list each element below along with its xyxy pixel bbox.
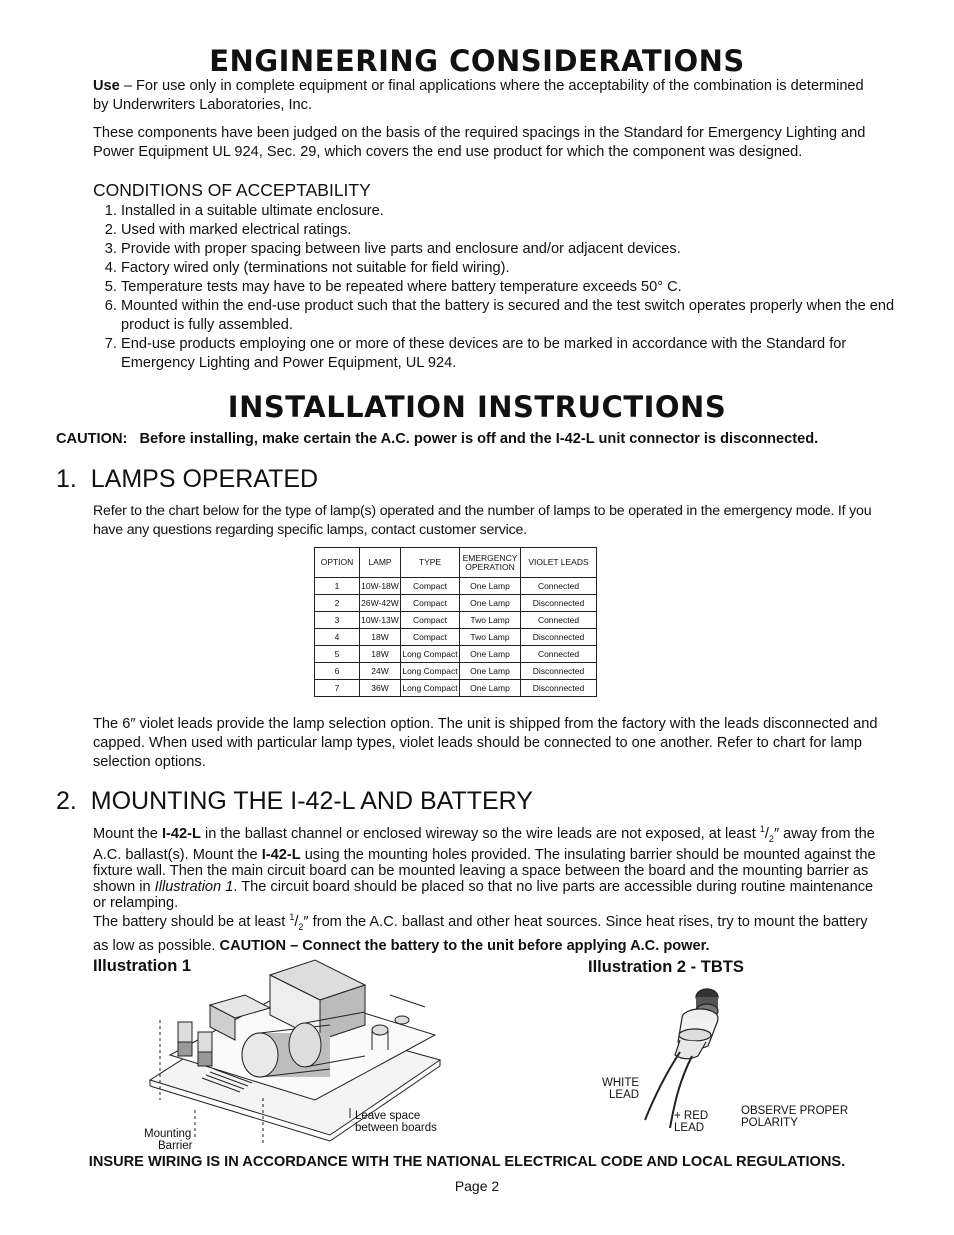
col-option-header: OPTION [315, 548, 360, 578]
caption-line: Leave space [355, 1110, 421, 1122]
cell: Two Lamp [460, 612, 521, 629]
caption-line: Barrier [158, 1140, 193, 1152]
cell: 6 [315, 663, 360, 680]
col-type-header: TYPE [401, 548, 460, 578]
violet-leads-paragraph: The 6″ violet leads provide the lamp selection option. The unit is shipped from the factory with the leads disconnected and capped. When used with particular lamp types, violet leads should be connected to one another. Refer to chart for lamp selection options. [93, 716, 878, 770]
caption-line: Mounting [144, 1128, 192, 1140]
table-row [315, 680, 597, 697]
text-run: from the A.C. ballast and other heat sources. Since heat rises, try to mount the battery as low as possible. [93, 913, 868, 954]
col-emergency-header: EMERGENCY OPERATION [460, 548, 521, 578]
use-label: Use [93, 78, 120, 94]
polarity-caption [741, 1105, 848, 1129]
cell: 1 [315, 578, 360, 595]
lamps-intro: Refer to the chart below for the type of lamp(s) operated and the number of lamps to be operated in the emergency mode. If you have any questions regarding specific lamps, contact customer service. [93, 503, 872, 538]
cell: 10W-13W [360, 612, 401, 629]
cell: One Lamp [460, 646, 521, 663]
cell: 3 [315, 612, 360, 629]
caption-line: POLARITY [741, 1117, 798, 1129]
fraction-denominator: 2 [298, 921, 304, 932]
cell: One Lamp [460, 663, 521, 680]
cell: 26W-42W [360, 595, 401, 612]
cell: 18W [360, 629, 401, 646]
fraction-numerator: 1 [759, 824, 765, 834]
text-run: Mount the [93, 825, 162, 842]
cell: Disconnected [521, 663, 597, 680]
mounting-heading: 2. MOUNTING THE I-42-L AND BATTERY [56, 787, 533, 815]
table-row [315, 612, 597, 629]
mounting-paragraph: Mount the I-42-L in the ballast channel or enclosed wireway so the wire leads are not exposed, at least $^1/_2''$ away from the A.C. ballast(s). Mount the I-42-L using the mounting holes provided. The insulating barrier should be mounted against the fixture wall. Then the main circuit board can be mounted leaving a space between the board and the mounting barrier as shown in Illustration 1. The circuit board should be placed so that no live parts are accessible during routine maintenance or relamping. [93, 824, 876, 911]
mounting-barrier-caption [144, 1128, 193, 1152]
lamp-options-table [314, 547, 597, 697]
cell: Compact [401, 578, 460, 595]
cell: Long Compact [401, 646, 460, 663]
cell: Compact [401, 595, 460, 612]
illustration-ref: Illustration 1 [154, 878, 234, 895]
cell: Disconnected [521, 595, 597, 612]
lamps-heading: 1. LAMPS OPERATED [56, 465, 319, 493]
model-name: I-42-L [261, 846, 301, 863]
text-run: . The circuit board should be placed so that no live parts are accessible during routine maintenance or relamping. [93, 878, 874, 911]
wiring-notice: INSURE WIRING IS IN ACCORDANCE WITH THE NATIONAL ELECTRICAL CODE AND LOCAL REGULATIONS. [88, 1154, 846, 1170]
engineering-title: ENGINEERING CONSIDERATIONS [209, 44, 745, 78]
use-text: – For use only in complete equipment or final applications where the acceptability of the combination is determined by Underwriters Laboratories, Inc. [93, 78, 864, 113]
condition-item: 2. Used with marked electrical ratings. [121, 221, 911, 240]
cell: One Lamp [460, 578, 521, 595]
inch-mark: ″ [303, 913, 309, 930]
cell: 5 [315, 646, 360, 663]
illustration-1-label: Illustration 1 [93, 957, 192, 975]
cell: 10W-18W [360, 578, 401, 595]
caption-line: + RED [674, 1110, 709, 1122]
table-row [315, 578, 597, 595]
model-name: I-42-L [161, 825, 201, 842]
use-paragraph [93, 77, 883, 115]
cell: 4 [315, 629, 360, 646]
cell: Connected [521, 578, 597, 595]
caption-line: WHITE [602, 1077, 640, 1089]
cell: Disconnected [521, 680, 597, 697]
cell: Long Compact [401, 680, 460, 697]
judged-paragraph: These components have been judged on the basis of the required spacings in the Standard for Emergency Lighting and Power Equipment UL 924, Sec. 29, which covers the end use product for which the component was designed. [93, 125, 866, 160]
inch-mark: ″ [773, 825, 780, 842]
conditions-heading: CONDITIONS OF ACCEPTABILITY [93, 180, 371, 200]
text-run: in the ballast channel or enclosed wireway so the wire leads are not exposed, at least [200, 825, 760, 842]
leave-space-caption [355, 1110, 437, 1134]
text-run: away from the A.C. ballast(s). Mount the [93, 825, 875, 863]
caption-line: LEAD [609, 1089, 640, 1101]
conditions-list [93, 202, 911, 373]
table-row [315, 646, 597, 663]
cell: 7 [315, 680, 360, 697]
cell: 18W [360, 646, 401, 663]
battery-caution: CAUTION – Connect the battery to the unit before applying A.C. power. [219, 937, 710, 954]
table-row [315, 595, 597, 612]
white-lead-caption [602, 1077, 639, 1101]
condition-item: 6. Mounted within the end-use product such that the battery is secured and the test switch operates properly when the end product is fully assembled. [121, 297, 911, 335]
col-violet-header: VIOLET LEADS [521, 548, 597, 578]
fraction-denominator: 2 [768, 833, 774, 844]
cell: One Lamp [460, 680, 521, 697]
illustration-2-label: Illustration 2 - TBTS [588, 958, 744, 976]
cell: 2 [315, 595, 360, 612]
cell: Compact [401, 629, 460, 646]
red-lead-caption [674, 1110, 708, 1134]
cell: Disconnected [521, 629, 597, 646]
installation-title: INSTALLATION INSTRUCTIONS [227, 390, 727, 424]
page-number: Page 2 [454, 1178, 500, 1194]
text-run: using the mounting holes provided. The insulating barrier should be mounted against the fixture wall. Then the main circuit board can be mounted leaving a space between the board and the mounting barrier as shown in [93, 846, 876, 895]
cell: Two Lamp [460, 629, 521, 646]
fraction-numerator: 1 [289, 912, 295, 922]
text-run: The battery should be at least [93, 913, 290, 930]
condition-item: 1. Installed in a suitable ultimate enclosure. [121, 202, 911, 221]
table-row [315, 663, 597, 680]
cell: Long Compact [401, 663, 460, 680]
battery-paragraph: The battery should be at least $^1/_2''$ from the A.C. ballast and other heat sources. Since heat rises, try to mount the battery as low as possible. CAUTION – Connect the battery to the unit before applying A.C. power. [93, 912, 868, 954]
cell: Compact [401, 612, 460, 629]
caption-line: OBSERVE PROPER [741, 1105, 849, 1117]
cell: One Lamp [460, 595, 521, 612]
cell: Connected [521, 646, 597, 663]
condition-item: 3. Provide with proper spacing between live parts and enclosure and/or adjacent devices. [121, 240, 911, 259]
col-lamp-header: LAMP [360, 548, 401, 578]
condition-item: 7. End-use products employing one or more of these devices are to be marked in accordance with the Standard for Emergency Lighting and Power Equipment, UL 924. [121, 335, 911, 373]
condition-item: 4. Factory wired only (terminations not suitable for field wiring). [121, 259, 911, 278]
table-row [315, 629, 597, 646]
condition-item: 5. Temperature tests may have to be repeated where battery temperature exceeds 50° C. [121, 278, 911, 297]
caution-line: CAUTION: Before installing, make certain the A.C. power is off and the I-42-L unit connector is disconnected. [56, 431, 819, 447]
table-header-row [315, 548, 597, 578]
caption-line: between boards [355, 1122, 437, 1134]
cell: 36W [360, 680, 401, 697]
cell: Connected [521, 612, 597, 629]
caption-line: LEAD [674, 1122, 705, 1134]
cell: 24W [360, 663, 401, 680]
